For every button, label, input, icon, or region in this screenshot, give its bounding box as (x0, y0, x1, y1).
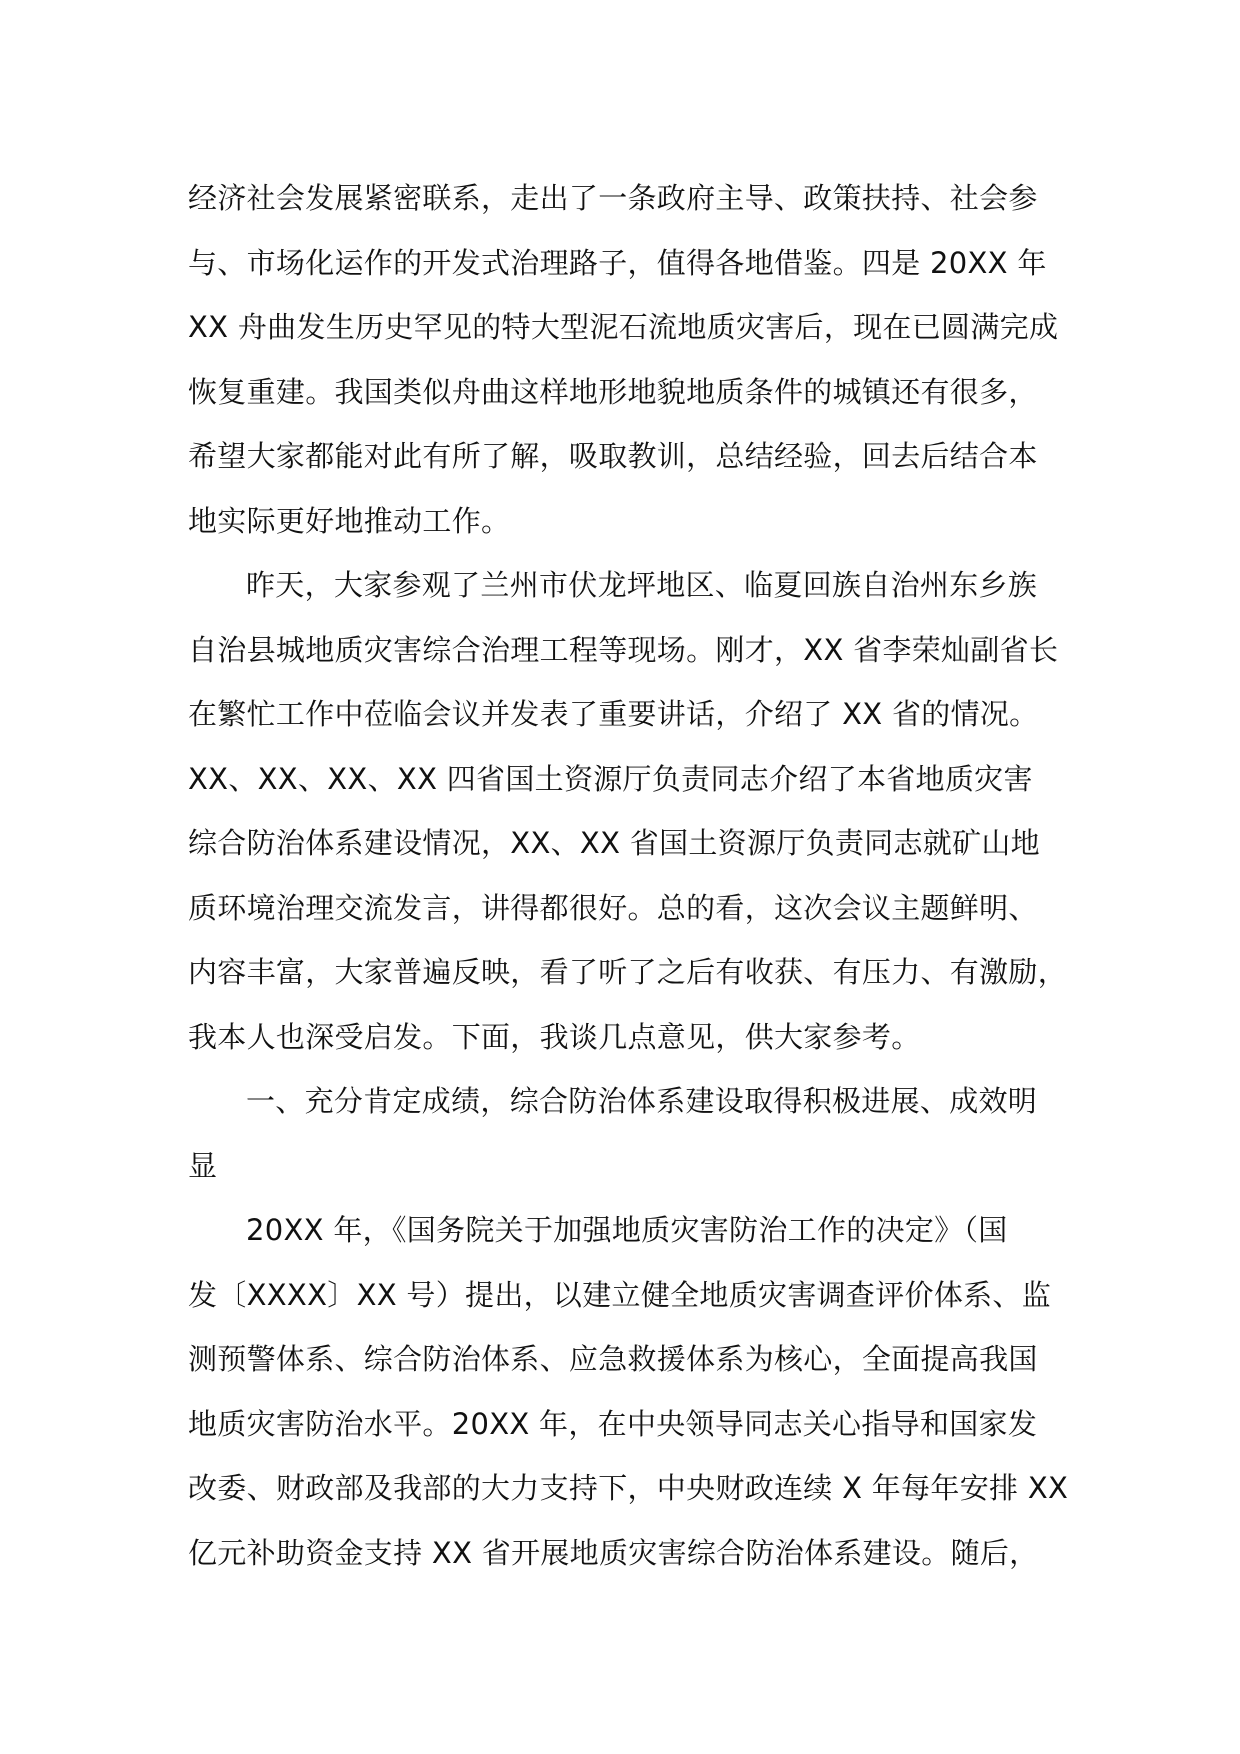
paragraph-line: 改委、财政部及我部的大力支持下，中央财政连续 X 年每年安排 XX (188, 1471, 1069, 1505)
paragraph-line: XX、XX、XX、XX 四省国土资源厅负责同志介绍了本省地质灾害 (188, 761, 1033, 796)
paragraph-line: 质环境治理交流发言，讲得都很好。总的看，这次会议主题鲜明、 (188, 890, 1038, 925)
paragraph-first-line: 20XX 年，《国务院关于加强地质灾害防治工作的决定》（国 (246, 1213, 1008, 1247)
paragraph-line: 地实际更好地推动工作。 (188, 503, 511, 538)
section-heading: 一、充分肯定成绩，综合防治体系建设取得积极进展、成效明 (246, 1084, 1038, 1118)
paragraph-line: 亿元补助资金支持 XX 省开展地质灾害综合防治体系建设。随后， (188, 1535, 1039, 1570)
paragraph-line: 希望大家都能对此有所了解，吸取教训，总结经验，回去后结合本 (188, 439, 1038, 473)
paragraph-line: XX 舟曲发生历史罕见的特大型泥石流地质灾害后，现在已圆满完成 (188, 310, 1059, 344)
paragraph-line: 测预警体系、综合防治体系、应急救援体系为核心，全面提高我国 (188, 1342, 1038, 1376)
paragraph-line: 综合防治体系建设情况，XX、XX 省国土资源厅负责同志就矿山地 (188, 826, 1040, 860)
paragraph-line: 在繁忙工作中莅临会议并发表了重要讲话，介绍了 XX 省的情况。 (188, 697, 1039, 731)
paragraph-line: 我本人也深受启发。下面，我谈几点意见，供大家参考。 (188, 1019, 921, 1054)
paragraph-line: 恢复重建。我国类似舟曲这样地形地貌地质条件的城镇还有很多， (188, 374, 1038, 409)
paragraph-line: 发〔XXXX〕XX 号）提出，以建立健全地质灾害调查评价体系、监 (188, 1277, 1052, 1312)
section-heading-continuation: 显 (188, 1148, 218, 1183)
paragraph-line: 经济社会发展紧密联系，走出了一条政府主导、政策扶持、社会参 (188, 181, 1038, 215)
paragraph-first-line: 昨天，大家参观了兰州市伏龙坪地区、临夏回族自治州东乡族 (246, 568, 1038, 602)
paragraph-line: 地质灾害防治水平。20XX 年，在中央领导同志关心指导和国家发 (188, 1406, 1038, 1441)
paragraph-line: 自治县城地质灾害综合治理工程等现场。刚才，XX 省李荣灿副省长 (188, 632, 1059, 667)
paragraph-line: 与、市场化运作的开发式治理路子，值得各地借鉴。四是 20XX 年 (188, 245, 1047, 280)
document-body (188, 166, 1078, 1585)
paragraph-line: 内容丰富，大家普遍反映，看了听了之后有收获、有压力、有激励， (188, 955, 1068, 989)
